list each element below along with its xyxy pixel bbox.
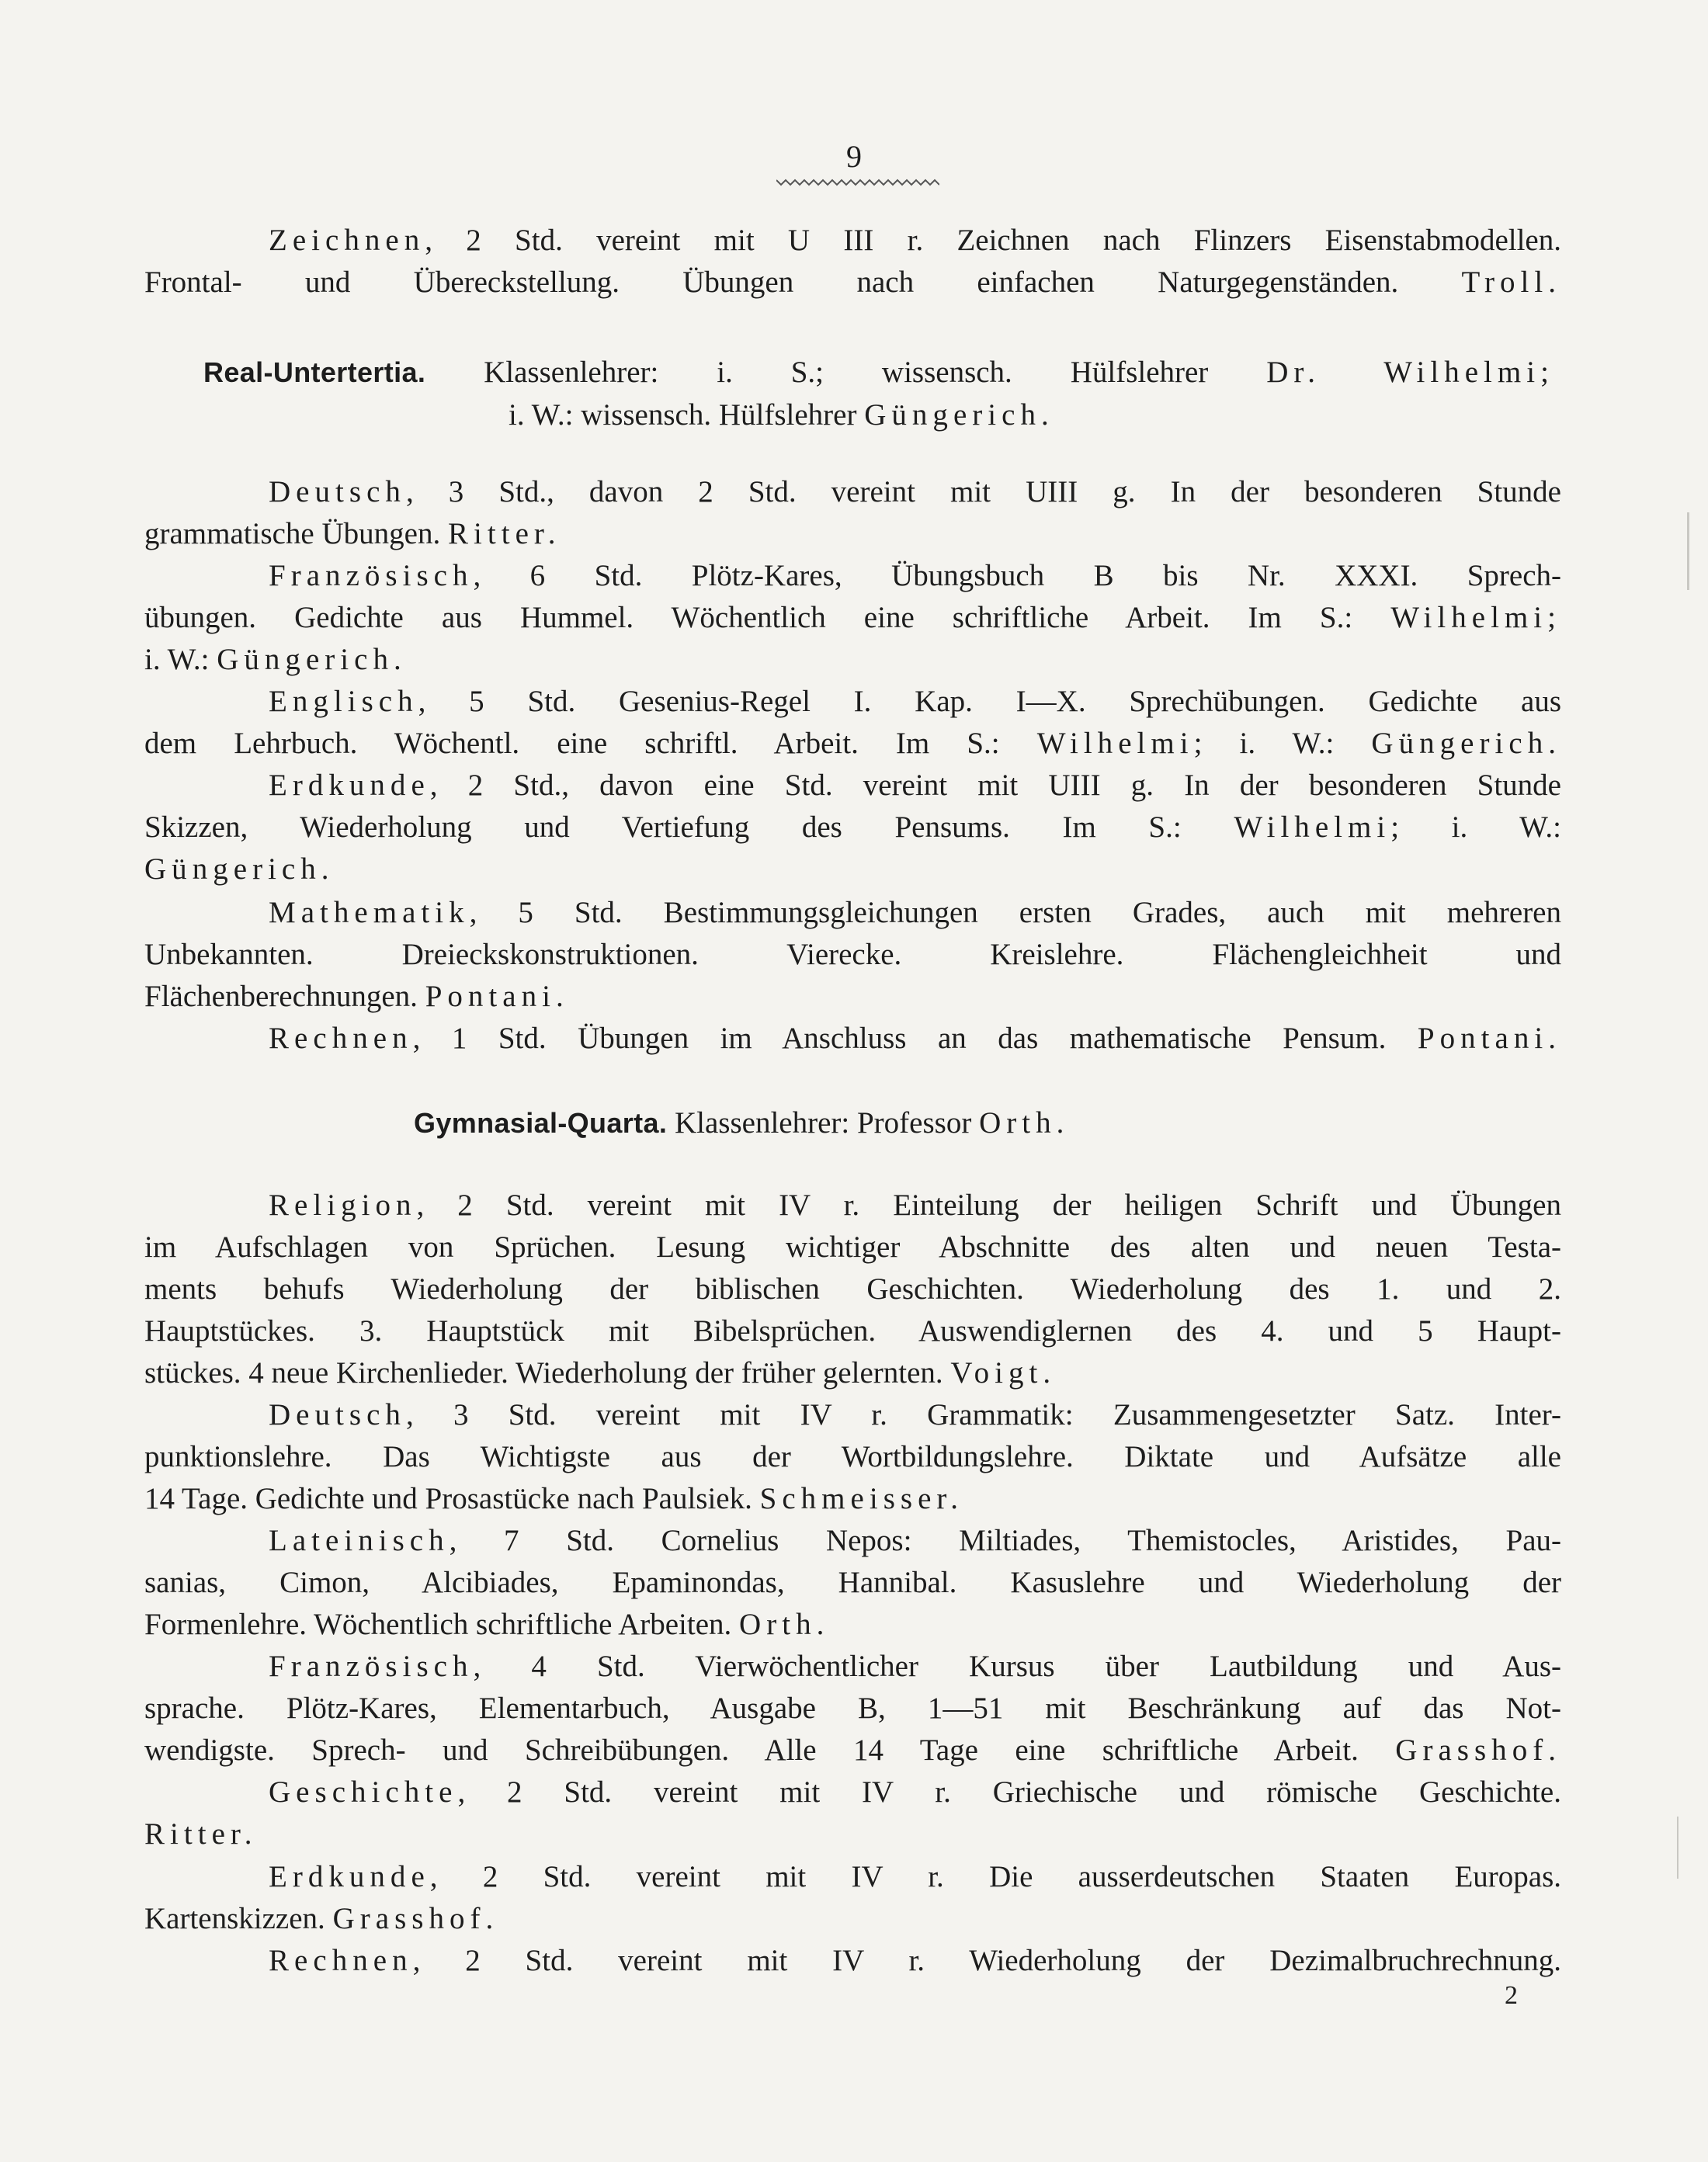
line-text: ; i. W.: (1390, 810, 1561, 844)
spaced-name: Troll. (1461, 265, 1561, 299)
spaced-name: Französisch (269, 1650, 474, 1683)
text-line (269, 1646, 1561, 1688)
spaced-name: Wilhelmi (1234, 810, 1391, 844)
text-line (144, 1227, 1561, 1268)
line-text: , 2 Std. vereint mit IV r. Wiederholung der Dezimalbruchrechnung. (412, 1944, 1561, 1977)
text-line (144, 639, 1561, 681)
line-text: sprache. Plötz-Kares, Elementarbuch, Ausgabe B, 1—51 mit Beschränkung auf das Not- (144, 1692, 1561, 1725)
spaced-name: Ritter. (447, 517, 561, 550)
text-line (269, 681, 1561, 723)
spaced-name: Dr. Wilhelmi; (1266, 356, 1554, 389)
line-text: 14 Tage. Gedichte und Prosastücke nach Paulsiek. (144, 1482, 760, 1515)
text-line (144, 1436, 1561, 1478)
text-line (509, 394, 1595, 436)
line-text: übungen. Gedichte aus Hummel. Wöchentlich eine schriftliche Arbeit. Im S.: (144, 601, 1391, 634)
line-text: grammatische Übungen. (144, 517, 448, 550)
line-text: , 2 Std. vereint mit U III r. Zeichnen nach Flinzers Eisenstabmodellen. (425, 224, 1561, 257)
decorative-rule (776, 177, 939, 188)
spaced-name: Erdkunde (269, 1860, 430, 1893)
spaced-name: Religion (269, 1189, 417, 1222)
line-text: Frontal- und Übereckstellung. Übungen nach einfachen Naturgegenständen. (144, 265, 1462, 299)
line-text: ; i. W.: (1193, 727, 1372, 760)
spaced-name: Wilhelmi (1036, 727, 1194, 760)
line-text: Unbekannten. Dreieckskonstruktionen. Vierecke. Kreislehre. Flächengleichheit und (144, 938, 1561, 971)
line-text: , 3 Std. vereint mit IV r. Grammatik: Zusammengesetzter Satz. Inter- (405, 1398, 1561, 1432)
spaced-name: Wilhelmi; (1390, 601, 1561, 634)
spaced-name: Geschichte (269, 1775, 458, 1809)
line-text: ments behufs Wiederholung der biblischen Geschichten. Wiederholung des 1. und 2. (144, 1272, 1561, 1306)
line-text: , 3 Std., davon 2 Std. vereint mit UIII g. In der besonderen Stunde (405, 475, 1561, 508)
scan-artifact (1677, 1817, 1678, 1879)
line-text: dem Lehrbuch. Wöchentl. eine schriftl. Arbeit. Im S.: (144, 727, 1037, 760)
text-line (144, 1688, 1561, 1730)
spaced-name: Französisch (269, 559, 474, 592)
spaced-name: Mathematik (269, 896, 470, 929)
text-line (144, 1898, 1561, 1940)
text-line (144, 513, 1561, 555)
spaced-name: Deutsch (269, 475, 406, 508)
text-line (144, 1730, 1561, 1772)
text-line (269, 1394, 1561, 1436)
spaced-name: Erdkunde (269, 769, 430, 802)
line-text: Hauptstückes. 3. Hauptstück mit Bibelsprüchen. Auswendiglernen des 4. und 5 Haupt- (144, 1314, 1561, 1348)
text-line (144, 1310, 1561, 1352)
spaced-name: Ritter. (144, 1817, 258, 1851)
line-text: , 5 Std. Gesenius-Regel I. Kap. I—X. Sprechübungen. Gedichte aus (418, 685, 1561, 718)
text-line (269, 1018, 1561, 1060)
line-text: stückes. 4 neue Kirchenlieder. Wiederholung der früher gelernten. (144, 1356, 951, 1390)
spaced-name: Pontani. (1417, 1022, 1561, 1055)
spaced-name: Güngerich. (217, 643, 407, 676)
section-title: Gymnasial-Quarta. (414, 1107, 668, 1139)
spaced-name: Lateinisch (269, 1524, 450, 1557)
spaced-name: Rechnen (269, 1022, 413, 1055)
spaced-name: Güngerich. (1371, 727, 1561, 760)
text-line (144, 597, 1561, 639)
line-text: , 2 Std. vereint mit IV r. Die ausserdeutschen Staaten Europas. (429, 1860, 1561, 1893)
printer-signature-mark: 2 (1505, 1981, 1518, 2010)
spaced-name: Englisch (269, 685, 418, 718)
text-line (144, 1813, 1561, 1855)
line-text: Formenlehre. Wöchentlich schriftliche Arbeiten. (144, 1608, 740, 1641)
line-text: , 7 Std. Cornelius Nepos: Miltiades, Themistocles, Aristides, Pau- (449, 1524, 1561, 1557)
line-text: Klassenlehrer: Professor (667, 1106, 980, 1140)
line-text: wendigste. Sprech- und Schreibübungen. Alle 14 Tage eine schriftliche Arbeit. (144, 1733, 1396, 1767)
text-line (144, 723, 1561, 765)
line-text: , 2 Std. vereint mit IV r. Griechische und römische Geschichte. (457, 1775, 1561, 1809)
line-text: , 2 Std. vereint mit IV r. Einteilung der heiligen Schrift und Übungen (416, 1189, 1561, 1222)
text-line (144, 934, 1561, 976)
section-title: Real-Untertertia. (203, 356, 426, 388)
section-heading-real-untertertia (203, 352, 1554, 394)
line-text: , 2 Std., davon eine Std. vereint mit UIII g. In der besonderen Stunde (429, 769, 1561, 802)
text-line (144, 807, 1561, 848)
line-text: , 1 Std. Übungen im Anschluss an das mathematische Pensum. (412, 1022, 1418, 1055)
text-line (269, 1772, 1561, 1813)
spaced-name: Deutsch (269, 1398, 406, 1432)
line-text: i. W.: wissensch. Hülfslehrer (509, 398, 865, 432)
spaced-name: Pontani. (425, 980, 569, 1013)
text-line (269, 555, 1561, 597)
line-text: Kartenskizzen. (144, 1902, 333, 1935)
spaced-name: Voigt. (950, 1356, 1057, 1390)
spaced-name: Grasshof. (332, 1902, 499, 1935)
spaced-name: Grasshof. (1395, 1733, 1561, 1767)
scan-artifact (1687, 512, 1689, 590)
line-text: i. W.: (144, 643, 217, 676)
spaced-name: Orth. (979, 1106, 1070, 1140)
text-line (269, 1185, 1561, 1227)
text-line (269, 765, 1561, 807)
line-text: sanias, Cimon, Alcibiades, Epaminondas, Hannibal. Kasuslehre und Wiederholung der (144, 1566, 1561, 1599)
text-line (144, 848, 1561, 890)
spaced-name: Schmeisser. (759, 1482, 964, 1515)
text-line (144, 262, 1561, 304)
spaced-name: Güngerich. (864, 398, 1054, 432)
spaced-name: Rechnen (269, 1944, 413, 1977)
text-line (269, 1520, 1561, 1562)
text-line (269, 1940, 1561, 1982)
line-text: , 4 Std. Vierwöchentlicher Kursus über Lautbildung und Aus- (473, 1650, 1561, 1683)
text-line (269, 1856, 1561, 1898)
spaced-name: Orth. (739, 1608, 830, 1641)
spaced-name: Güngerich. (144, 852, 335, 886)
text-line (269, 892, 1561, 934)
text-line (144, 976, 1561, 1018)
page-number: 9 (846, 139, 862, 174)
text-line (144, 1352, 1561, 1394)
line-text: Klassenlehrer: i. S.; wissensch. Hülfslehrer (425, 356, 1267, 389)
text-line (269, 220, 1561, 262)
text-line (269, 471, 1561, 513)
text-line (144, 1268, 1561, 1310)
line-text: , 6 Std. Plötz-Kares, Übungsbuch B bis Nr. XXXI. Sprech- (473, 559, 1561, 592)
text-line (144, 1562, 1561, 1604)
section-heading-gymnasial-quarta (414, 1102, 1501, 1144)
text-line (144, 1604, 1561, 1646)
spaced-name: Zeichnen (269, 224, 425, 257)
line-text: Flächenberechnungen. (144, 980, 425, 1013)
line-text: , 5 Std. Bestimmungsgleichungen ersten Grades, auch mit mehreren (469, 896, 1561, 929)
line-text: punktionslehre. Das Wichtigste aus der Wortbildungslehre. Diktate und Aufsätze alle (144, 1440, 1561, 1473)
line-text: Skizzen, Wiederholung und Vertiefung des Pensums. Im S.: (144, 810, 1234, 844)
text-line (144, 1478, 1561, 1520)
line-text: im Aufschlagen von Sprüchen. Lesung wichtiger Abschnitte des alten und neuen Testa- (144, 1230, 1561, 1264)
